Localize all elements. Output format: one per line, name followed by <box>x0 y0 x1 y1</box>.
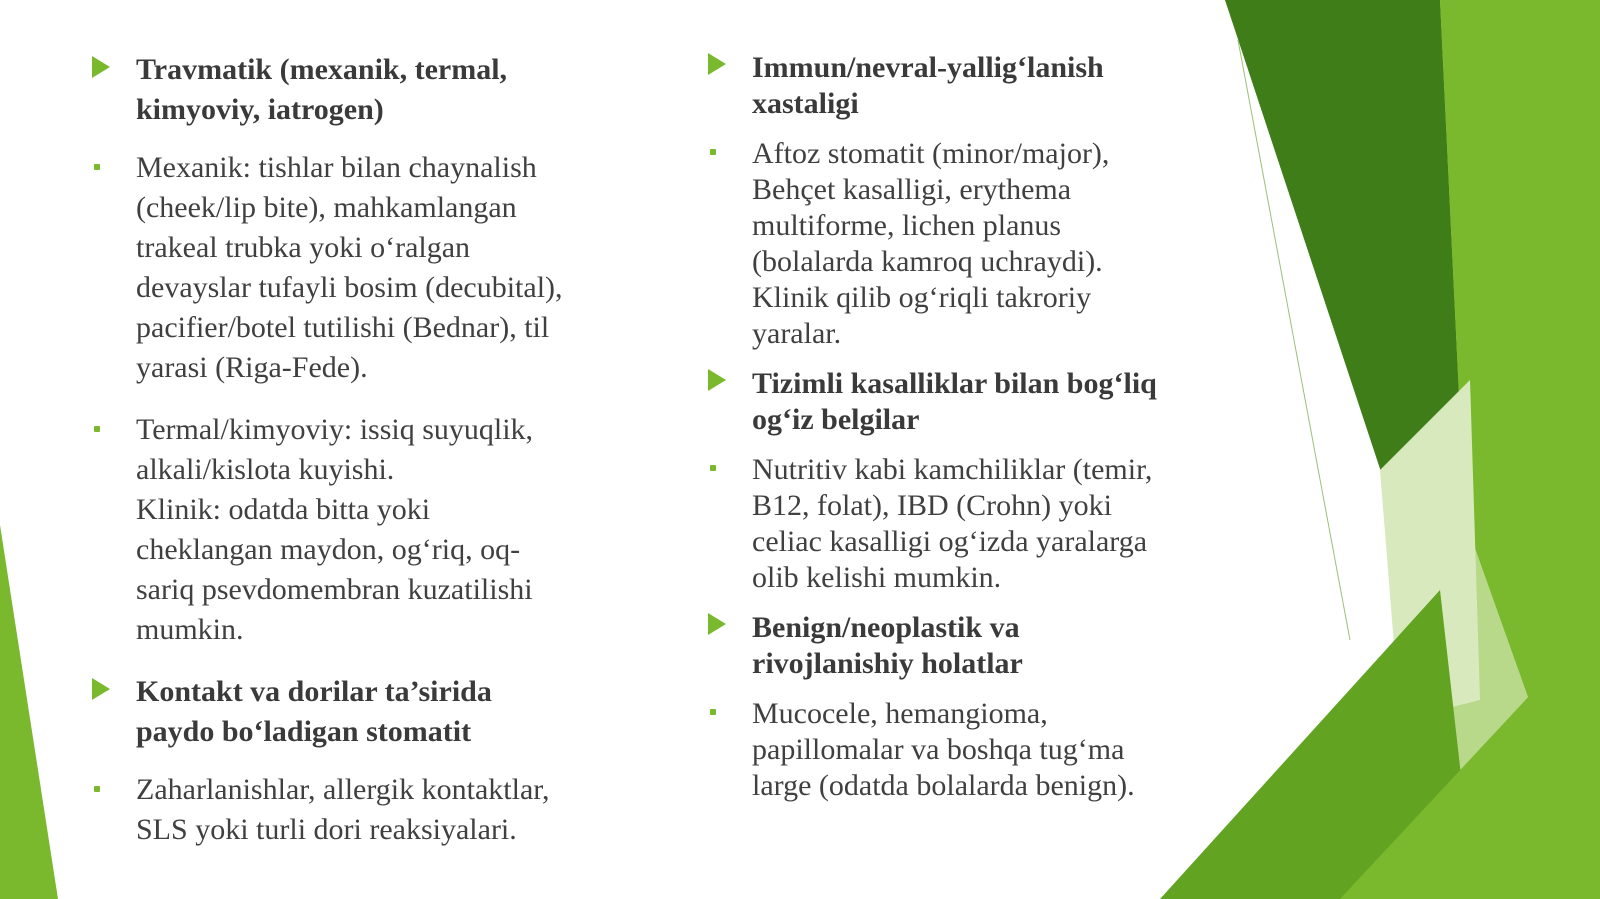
square-bullet-icon <box>94 426 100 432</box>
text-line: sariq psevdomembran kuzatilishi <box>136 573 533 606</box>
arrow-bullet-icon <box>92 56 110 78</box>
text-line: Klinik qilib og‘riqli takroriy <box>752 281 1092 314</box>
heading-line: paydo bo‘ladigan stomatit <box>136 715 472 748</box>
text-line: Mexanik: tishlar bilan chaynalish <box>136 151 537 184</box>
arrow-bullet-icon <box>92 678 110 700</box>
arrow-bullet-icon <box>708 613 726 635</box>
text-line: Behçet kasalligi, erythema <box>752 173 1072 206</box>
heading-line: Tizimli kasalliklar bilan bog‘liq <box>752 367 1157 400</box>
left-column <box>92 50 622 872</box>
square-bullet-icon <box>710 149 716 155</box>
heading-line: Travmatik (mexanik, termal, <box>136 53 508 86</box>
text-line: yaralar. <box>752 317 842 350</box>
text-line: Mucocele, hemangioma, <box>752 697 1048 730</box>
bullet-aphthous <box>708 136 1228 352</box>
text-line: yarasi (Riga-Fede). <box>136 351 368 384</box>
heading-line: og‘iz belgilar <box>752 403 920 436</box>
heading-line: Benign/neoplastik va <box>752 611 1020 644</box>
heading-line: rivojlanishiy holatlar <box>752 647 1023 680</box>
square-bullet-icon <box>710 465 716 471</box>
text-line: cheklangan maydon, og‘riq, oq- <box>136 533 521 566</box>
text-line: trakeal trubka yoki o‘ralgan <box>136 231 471 264</box>
heading-line: Immun/nevral-yallig‘lanish <box>752 51 1104 84</box>
text-line: mumkin. <box>136 613 244 646</box>
text-line: celiac kasalligi og‘izda yaralarga <box>752 525 1148 558</box>
text-line: devayslar tufayli bosim (decubital), <box>136 271 563 304</box>
text-line: Nutritiv kabi kamchiliklar (temir, <box>752 453 1153 486</box>
heading-line: Kontakt va dorilar ta’sirida <box>136 675 492 708</box>
bullet-thermal <box>92 410 622 650</box>
heading-contact <box>92 672 622 752</box>
text-line: (cheek/lip bite), mahkamlangan <box>136 191 517 224</box>
text-line: B12, folat), IBD (Crohn) yoki <box>752 489 1112 522</box>
bullet-mucocele <box>708 696 1228 804</box>
text-line: Termal/kimyoviy: issiq suyuqlik, <box>136 413 534 446</box>
right-column <box>708 50 1228 818</box>
text-line: Klinik: odatda bitta yoki <box>136 493 431 526</box>
text-line: papillomalar va boshqa tug‘ma <box>752 733 1125 766</box>
heading-line: xastaligi <box>752 87 859 120</box>
text-line: Aftoz stomatit (minor/major), <box>752 137 1110 170</box>
heading-benign <box>708 610 1228 682</box>
bullet-mechanical <box>92 148 622 388</box>
square-bullet-icon <box>710 709 716 715</box>
heading-traumatic <box>92 50 622 130</box>
bullet-poisoning <box>92 770 622 850</box>
text-line: (bolalarda kamroq uchraydi). <box>752 245 1103 278</box>
heading-line: kimyoviy, iatrogen) <box>136 93 384 126</box>
bullet-nutritive <box>708 452 1228 596</box>
text-line: alkali/kislota kuyishi. <box>136 453 395 486</box>
heading-systemic <box>708 366 1228 438</box>
heading-immune <box>708 50 1228 122</box>
text-line: multiforme, lichen planus <box>752 209 1062 242</box>
arrow-bullet-icon <box>708 369 726 391</box>
square-bullet-icon <box>94 786 100 792</box>
text-line: olib kelishi mumkin. <box>752 561 1002 594</box>
left-green-shape <box>0 525 58 899</box>
text-line: SLS yoki turli dori reaksiyalari. <box>136 813 517 846</box>
arrow-bullet-icon <box>708 53 726 75</box>
text-line: large (odatda bolalarda benign). <box>752 769 1135 802</box>
text-line: Zaharlanishlar, allergik kontaktlar, <box>136 773 550 806</box>
text-line: pacifier/botel tutilishi (Bednar), til <box>136 311 550 344</box>
square-bullet-icon <box>94 164 100 170</box>
